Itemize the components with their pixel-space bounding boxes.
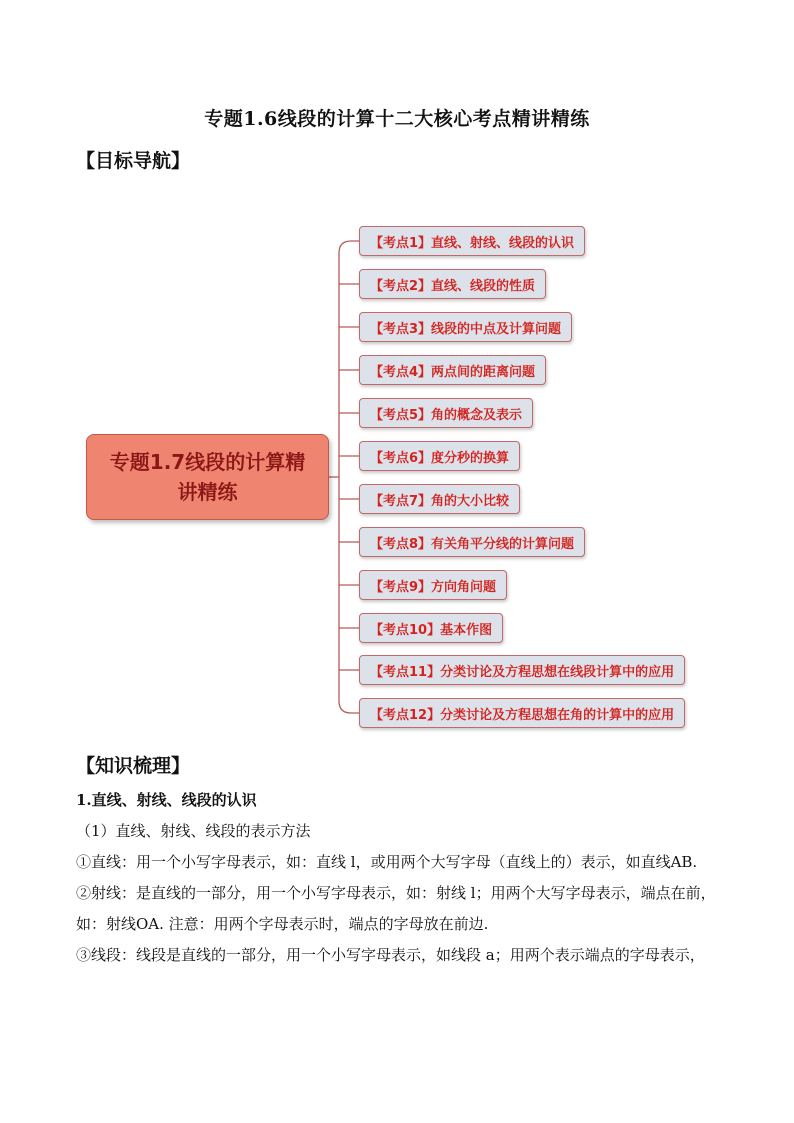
topic-node-4: 【考点4】两点间的距离问题 bbox=[359, 355, 546, 385]
topic-node-8: 【考点8】有关角平分线的计算问题 bbox=[359, 527, 585, 557]
topic-node-6: 【考点6】度分秒的换算 bbox=[359, 441, 520, 471]
nav-heading: 【目标导航】 bbox=[76, 150, 191, 172]
document-title: 专题1.6线段的计算十二大核心考点精讲精练 bbox=[204, 108, 590, 130]
knowledge-heading: 【知识梳理】 bbox=[76, 755, 191, 777]
knowledge-body bbox=[76, 785, 726, 971]
subsection-1-title: （1）直线、射线、线段的表示方法 bbox=[76, 822, 311, 840]
trunk-line bbox=[339, 241, 359, 713]
topic-node-2: 【考点2】直线、线段的性质 bbox=[359, 269, 546, 299]
central-topic: 专题1.7线段的计算精讲精练 bbox=[86, 434, 329, 520]
branch-lines bbox=[339, 284, 359, 670]
topic-node-3: 【考点3】线段的中点及计算问题 bbox=[359, 312, 572, 342]
paragraph-ray: ②射线：是直线的一部分，用一个小写字母表示，如：射线 l；用两个大写字母表示，端点在前，如：射线OA. 注意：用两个字母表示时，端点的字母放在前边. bbox=[76, 884, 716, 933]
topic-node-11: 【考点11】分类讨论及方程思想在线段计算中的应用 bbox=[359, 655, 685, 685]
topic-node-12: 【考点12】分类讨论及方程思想在角的计算中的应用 bbox=[359, 698, 685, 728]
topic-node-7: 【考点7】角的大小比较 bbox=[359, 484, 520, 514]
topic-node-10: 【考点10】基本作图 bbox=[359, 613, 503, 643]
paragraph-line: ①直线：用一个小写字母表示，如：直线 l，或用两个大写字母（直线上的）表示，如直线AB. bbox=[76, 853, 698, 871]
paragraph-segment: ③线段：线段是直线的一部分，用一个小写字母表示，如线段 a；用两个表示端点的字母表示， bbox=[76, 946, 705, 964]
topic-node-9: 【考点9】方向角问题 bbox=[359, 570, 507, 600]
topic-node-5: 【考点5】角的概念及表示 bbox=[359, 398, 533, 428]
topic-node-1: 【考点1】直线、射线、线段的认识 bbox=[359, 226, 585, 256]
section-1-title: 1.直线、射线、线段的认识 bbox=[76, 791, 257, 809]
